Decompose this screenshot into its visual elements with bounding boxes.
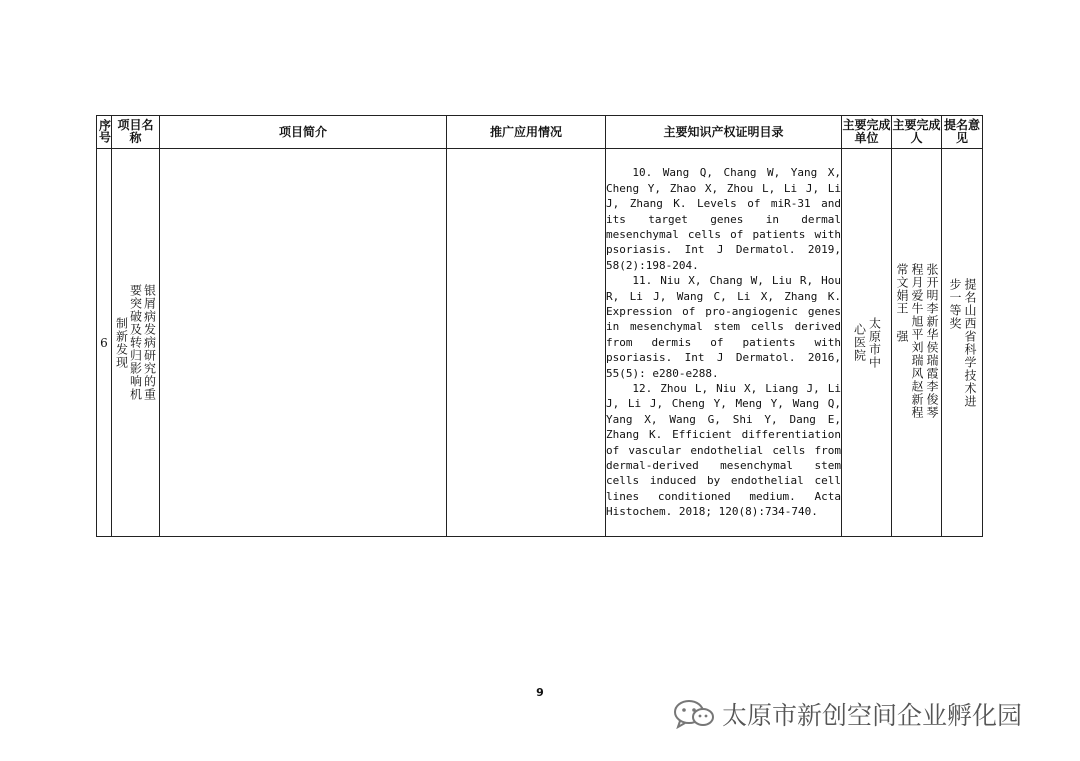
row-index: 6 [97,149,112,537]
row-project-name-text: 银屑病发病研究的重要突破及转归影响机制新发现 [114,284,157,401]
row-persons [892,149,942,537]
watermark-text: 太原市新创空间企业孵化园 [722,701,1023,730]
header-unit: 主要完成单位 [842,116,892,149]
header-name: 项目名称 [112,116,160,149]
ip-entry-12: 12. Zhou L, Niu X, Liang J, Li J, Li J, Cheng Y, Meng Y, Wang Q, Yang X, Wang G, Shi Y, Dang E, Zhang K. Efficient differentiation of vascular endothelial cells from dermal-derived mesenchymal stem cells induced by endothelial cell lines conditioned medium. Acta Histochem. 2018; 120(8):734-740. [606,382,841,519]
row-application [447,149,606,537]
row-unit [842,149,892,537]
table-row [97,149,983,537]
header-intro: 项目简介 [160,116,447,149]
watermark [672,696,1022,732]
ip-entry-11: 11. Niu X, Chang W, Liu R, Hou R, Li J, Wang C, Li X, Zhang K. Expression of pro-angiogenic genes in mesenchymal stem cells derived from dermis of patients with psoriasis. Int J Dermatol. 2016, 55(5): e280-e288. [606,274,841,380]
header-application: 推广应用情况 [447,116,606,149]
header-ip-list: 主要知识产权证明目录 [606,116,842,149]
page-number: 9 [536,686,544,699]
row-ip-list [606,149,842,537]
row-unit-text: 太原市中心医院 [852,316,882,369]
wechat-icon [672,699,716,729]
header-row [97,116,983,149]
row-persons-text: 张开明李新华侯瑞霞李俊琴程月爱牛旭平刘瑞风赵新程常文娟王 强 [895,262,939,419]
row-opinion [942,149,983,537]
header-index: 序号 [97,116,112,149]
header-persons: 主要完成人 [892,116,942,149]
header-opinion: 提名意见 [942,116,983,149]
row-intro [160,149,447,537]
ip-entry-10: 10. Wang Q, Chang W, Yang X, Cheng Y, Zhao X, Zhou L, Li J, Li J, Zhang K. Levels of miR-31 and its target genes in dermal mesenchymal cells of patients with psoriasis. Int J Dermatol. 2019, 58(2):198-204. [606,166,841,272]
project-table [96,115,983,537]
row-opinion-text: 提名山西省科学技术进步一等奖 [948,277,977,408]
row-project-name [112,149,160,537]
